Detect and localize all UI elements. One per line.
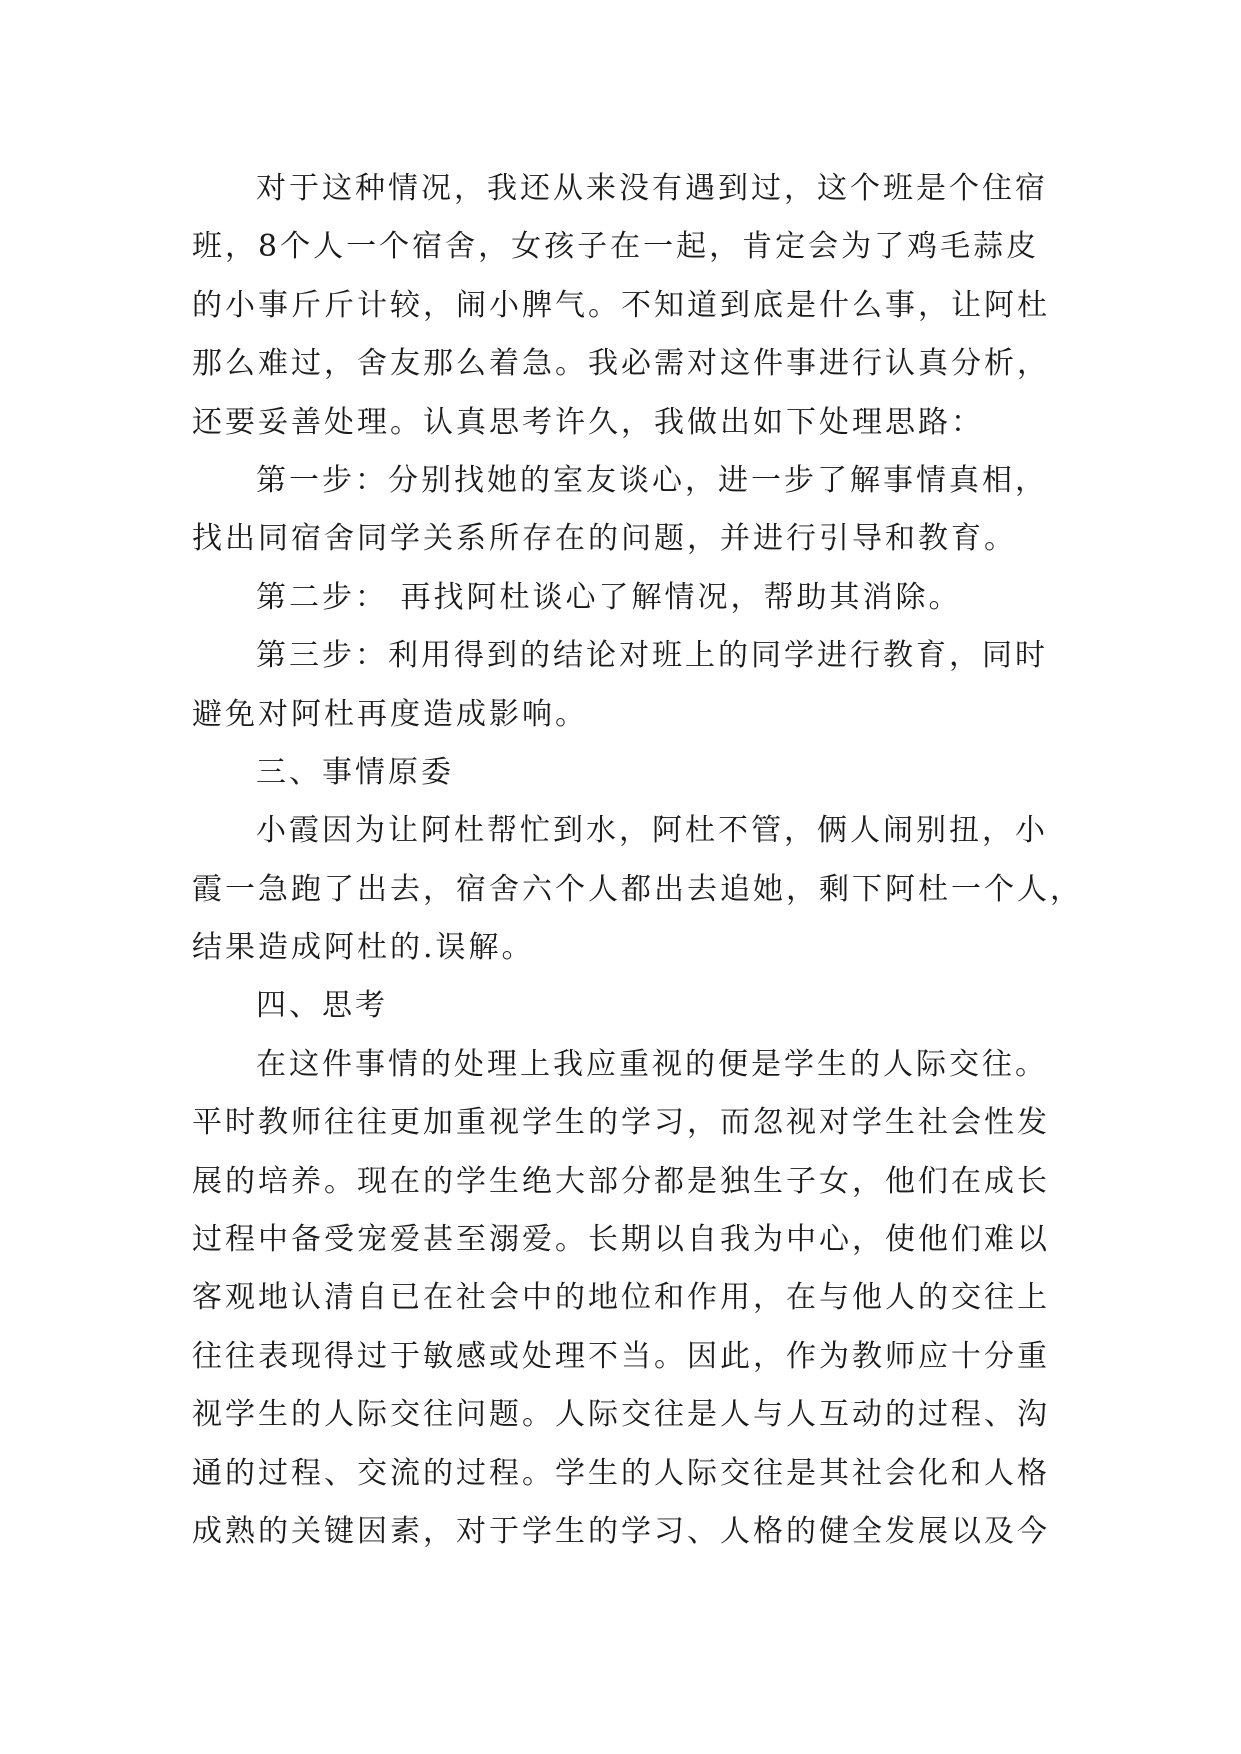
text-line: 成熟的关键因素，对于学生的学习、人格的健全发展以及今 [192, 1513, 1050, 1549]
document-body [192, 160, 1083, 1561]
text-line: 结果造成阿杜的.误解。 [192, 930, 535, 966]
text-line: 小霞因为让阿杜帮忙到水，阿杜不管，俩人闹别扭，小 [256, 813, 1048, 849]
text-line: 第三步：利用得到的结论对班上的同学进行教育，同时 [256, 638, 1048, 674]
text-line: 的小事斤斤计较，闹小脾气。不知道到底是什么事，让阿杜 [192, 287, 1050, 323]
text-line: 过程中备受宠爱甚至溺爱。长期以自我为中心，使他们难以 [192, 1222, 1050, 1258]
section-heading: 三、事情原委 [256, 754, 454, 790]
text-line: 第二步： 再找阿杜谈心了解情况，帮助其消除。 [256, 579, 962, 615]
text-line: 在这件事情的处理上我应重视的便是学生的人际交往。 [256, 1046, 1048, 1082]
text-line: 展的培养。现在的学生绝大部分都是独生子女，他们在成长 [192, 1163, 1050, 1199]
text-line: 平时教师往往更加重视学生的学习，而忽视对学生社会性发 [192, 1105, 1050, 1141]
text-line: 客观地认清自已在社会中的地位和作用，在与他人的交往上 [192, 1280, 1050, 1316]
text-line: 视学生的人际交往问题。人际交往是人与人互动的过程、沟 [192, 1397, 1050, 1433]
text-line: 那么难过，舍友那么着急。我必需对这件事进行认真分析， [192, 346, 1050, 382]
text-line: 还要妥善处理。认真思考许久，我做出如下处理思路： [192, 404, 984, 440]
text-line: 通的过程、交流的过程。学生的人际交往是其社会化和人格 [192, 1455, 1050, 1491]
text-line: 霞一急跑了出去，宿舍六个人都出去追她，剩下阿杜一个人， [192, 871, 1083, 907]
text-line: 避免对阿杜再度造成影响。 [192, 696, 588, 732]
text-line: 对于这种情况，我还从来没有遇到过，这个班是个住宿 [256, 171, 1048, 206]
text-line: 找出同宿舍同学关系所存在的问题，并进行引导和教育。 [192, 521, 1017, 557]
text-line: 第一步：分别找她的室友谈心，进一步了解事情真相， [256, 462, 1048, 498]
text-line: 往往表现得过于敏感或处理不当。因此，作为教师应十分重 [192, 1338, 1050, 1374]
section-heading: 四、思考 [256, 988, 388, 1024]
text-line: 班，8个人一个宿舍，女孩子在一起，肯定会为了鸡毛蒜皮 [192, 229, 1040, 265]
